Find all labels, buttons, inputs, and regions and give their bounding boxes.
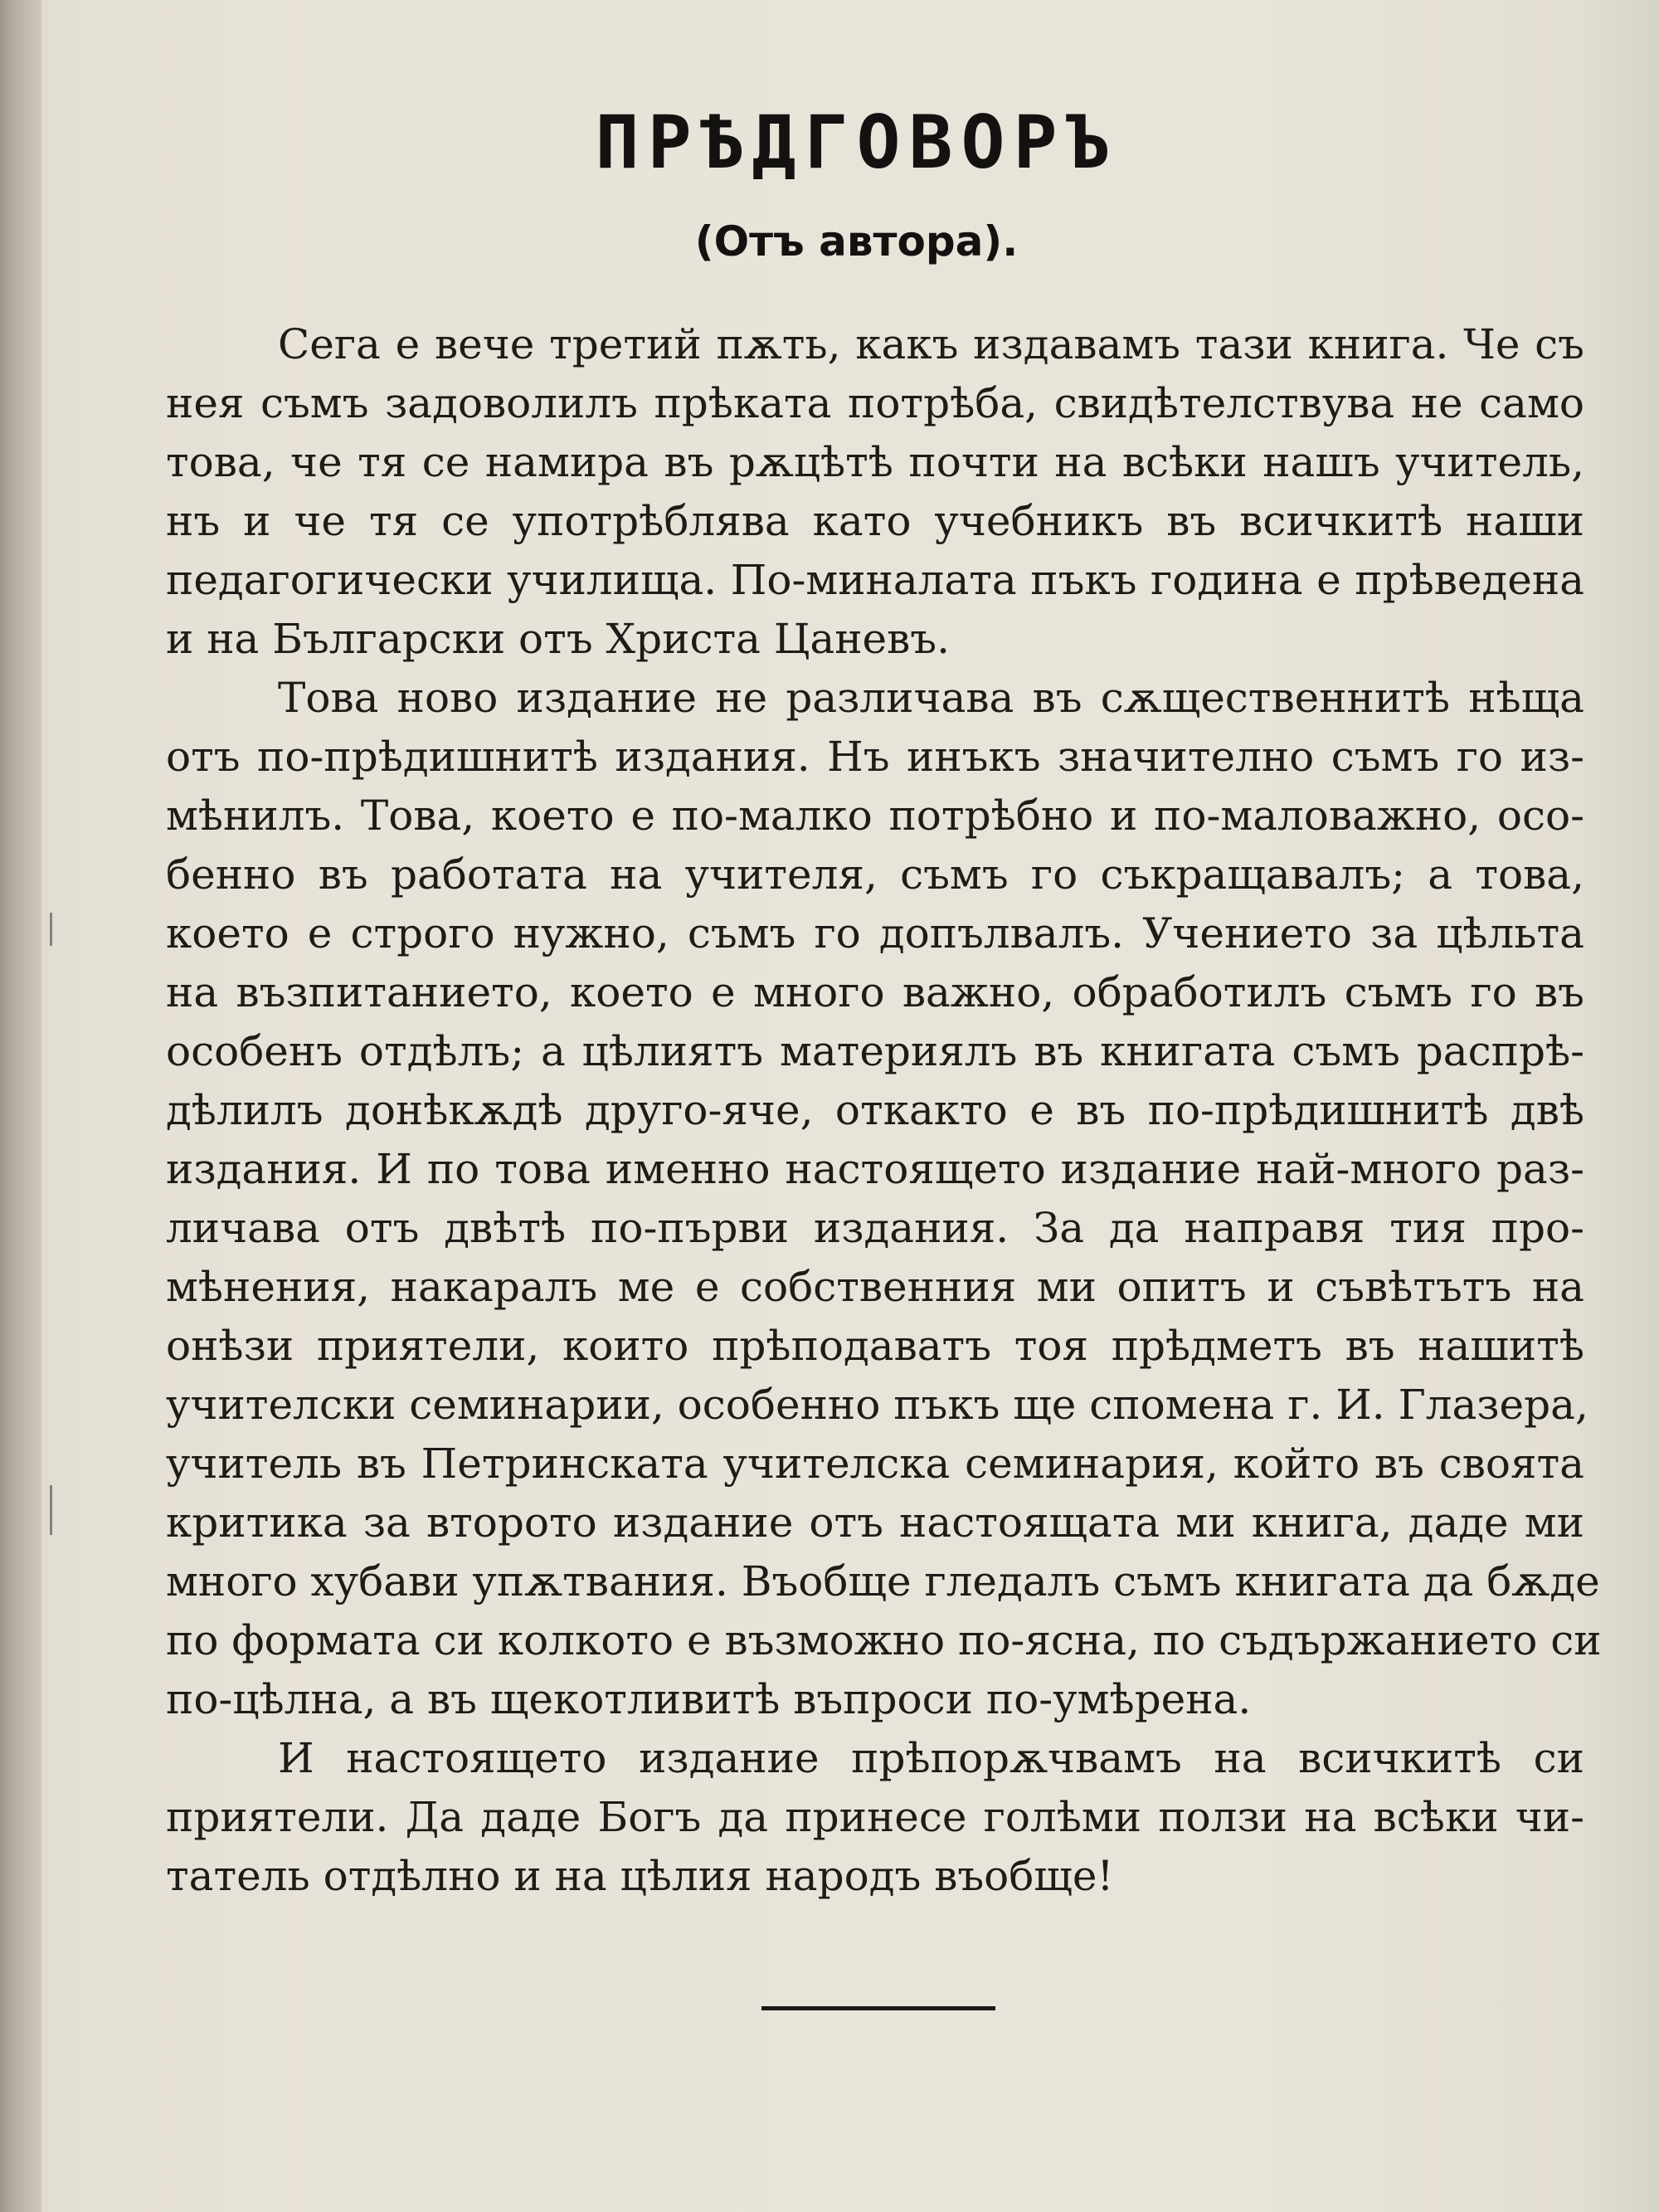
text-line: много хубави упѫтвания. Въобще гледалъ съмъ книгата да бѫде bbox=[166, 1557, 1600, 1605]
text-line: мѣнилъ. Това, което е по-малко потрѣбно и по-маловажно, осо- bbox=[166, 792, 1584, 840]
page-subtitle: (Отъ автора). bbox=[694, 217, 1019, 266]
text-line: това, че тя се намира въ рѫцѣтѣ почти на всѣки нашъ учитель, bbox=[166, 438, 1584, 486]
text-line: учителски семинарии, особенно пъкъ ще спомена г. И. Глазера, bbox=[166, 1381, 1588, 1429]
text-line: особенъ отдѣлъ; а цѣлиятъ материялъ въ книгата съмъ распрѣ- bbox=[166, 1027, 1584, 1075]
paragraph bbox=[166, 315, 1584, 669]
text-line: татель отдѣлно и на цѣлия народъ въобще! bbox=[166, 1852, 1114, 1900]
text-line: дѣлилъ донѣкѫдѣ друго-яче, откакто е въ по-прѣдишнитѣ двѣ bbox=[166, 1086, 1584, 1134]
text-line: нея съмъ задоволилъ прѣката потрѣба, свидѣтелствува не само bbox=[166, 379, 1584, 427]
text-line: приятели. Да даде Богъ да принесе голѣми ползи на всѣки чи- bbox=[166, 1793, 1584, 1841]
text-line: личава отъ двѣтѣ по-първи издания. За да направя тия про- bbox=[166, 1204, 1584, 1252]
paragraph bbox=[166, 669, 1602, 1729]
text-line: учитель въ Петринската учителска семинария, който въ своята bbox=[166, 1440, 1584, 1488]
margin-mark bbox=[50, 913, 52, 946]
text-line: отъ по-прѣдишнитѣ издания. Нъ инъкъ значително съмъ го из- bbox=[166, 733, 1584, 781]
margin-mark bbox=[50, 1485, 52, 1535]
text-line: онѣзи приятели, които прѣподаватъ тоя прѣдметъ въ нашитѣ bbox=[166, 1322, 1584, 1370]
text-line: по-цѣлна, а въ щекотливитѣ въпроси по-умѣрена. bbox=[166, 1675, 1252, 1723]
text-line: бенно въ работата на учителя, съмъ го съкращавалъ; а това, bbox=[166, 850, 1584, 899]
book-gutter bbox=[0, 0, 41, 2212]
text-line: критика за второто издание отъ настоящата ми книга, даде ми bbox=[166, 1498, 1584, 1547]
text-line: нъ и че тя се употрѣблява като учебникъ въ всичкитѣ наши bbox=[166, 497, 1584, 545]
text-line: по формата си колкото е възможно по-ясна, по съдържанието си bbox=[166, 1616, 1602, 1664]
text-line: и на Български отъ Христа Цаневъ. bbox=[166, 615, 950, 663]
text-line: Сега е вече третий пѫть, какъ издавамъ тази книга. Че съ bbox=[278, 320, 1584, 368]
page-title: ПРѢДГОВОРЪ bbox=[595, 100, 1118, 185]
paragraph bbox=[166, 1729, 1584, 1906]
text-line: Това ново издание не различава въ сѫщественнитѣ нѣща bbox=[278, 674, 1584, 722]
text-line: на възпитанието, което е много важно, обработилъ съмъ го въ bbox=[166, 968, 1584, 1016]
text-line: което е строго нужно, съмъ го допълвалъ. Учението за цѣльта bbox=[166, 909, 1584, 957]
text-line: мѣнения, накаралъ ме е собственния ми опитъ и съвѣтътъ на bbox=[166, 1263, 1584, 1311]
book-page bbox=[166, 0, 1602, 2212]
preface-text bbox=[166, 315, 1602, 1906]
text-line: педагогически училища. По-миналата пъкъ година е прѣведена bbox=[166, 556, 1584, 604]
text-line: издания. И по това именно настоящето издание най-много раз- bbox=[166, 1145, 1584, 1193]
closing-rule bbox=[761, 2006, 995, 2010]
text-line: И настоящето издание прѣпорѫчвамъ на всичкитѣ си bbox=[278, 1734, 1584, 1782]
